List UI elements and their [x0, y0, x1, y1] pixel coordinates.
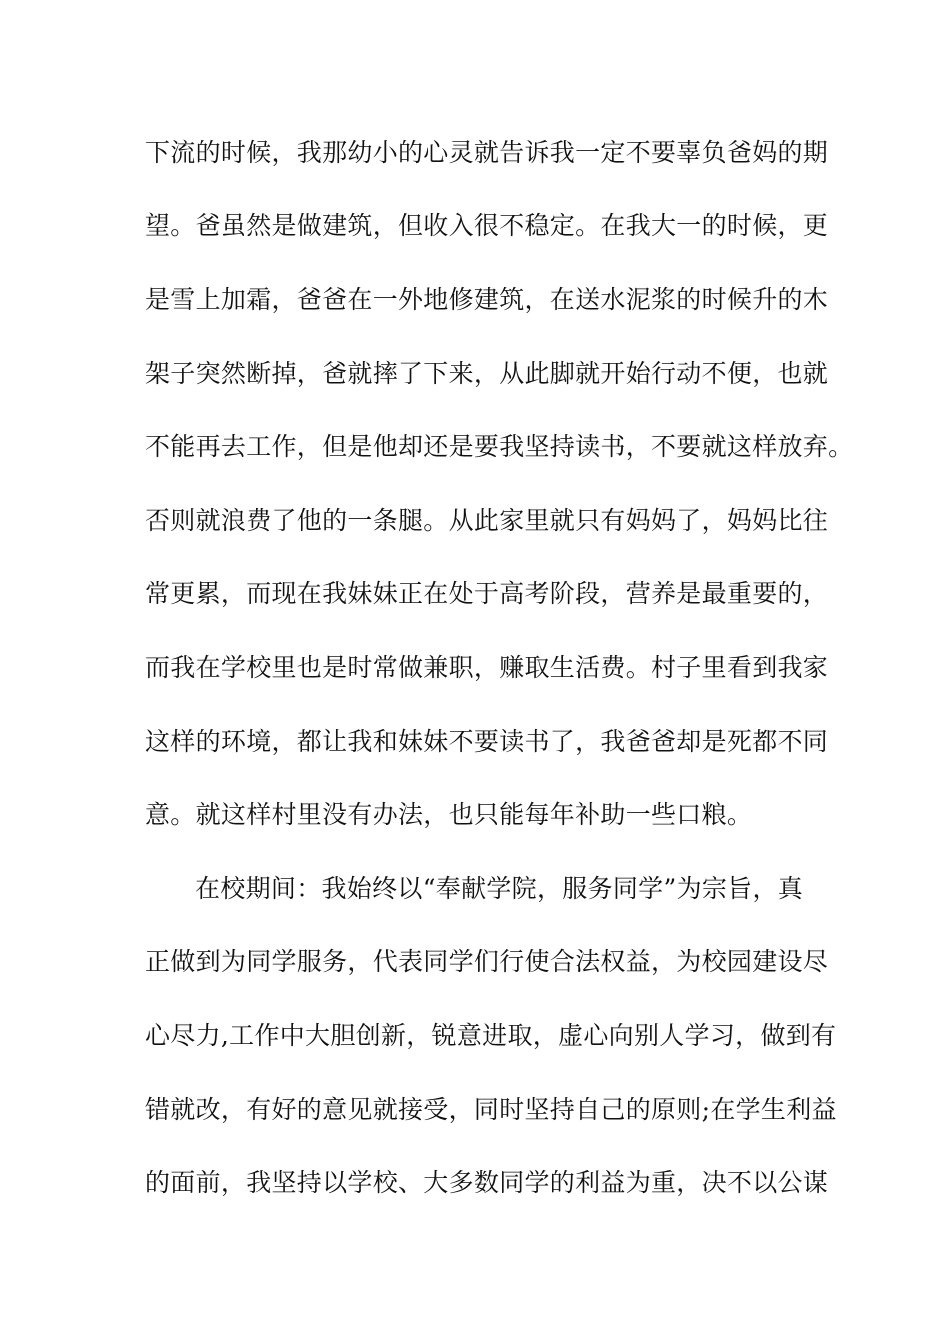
text-line: 否则就浪费了他的一条腿。从此家里就只有妈妈了，妈妈比往	[145, 506, 829, 535]
text-line: 这样的环境，都让我和妹妹不要读书了，我爸爸却是死都不同	[145, 727, 829, 756]
text-line: 错就改，有好的意见就接受，同时坚持自己的原则;在学生利益	[145, 1095, 837, 1124]
text-line: 意。就这样村里没有办法，也只能每年补助一些口粮。	[145, 800, 753, 829]
text-line: 的面前，我坚持以学校、大多数同学的利益为重，决不以公谋	[145, 1168, 829, 1197]
text-line: 是雪上加霜，爸爸在一外地修建筑，在送水泥浆的时候升的木	[145, 285, 829, 314]
text-line: 而我在学校里也是时常做兼职，赚取生活费。村子里看到我家	[145, 653, 829, 682]
text-line: 下流的时候，我那幼小的心灵就告诉我一定不要辜负爸妈的期	[145, 138, 829, 167]
text-line: 架子突然断掉，爸就摔了下来，从此脚就开始行动不便，也就	[145, 359, 829, 388]
text-line: 心尽力,工作中大胆创新，锐意进取，虚心向别人学习，做到有	[145, 1021, 837, 1050]
text-line: 望。爸虽然是做建筑，但收入很不稳定。在我大一的时候，更	[145, 211, 829, 240]
text-line: 不能再去工作，但是他却还是要我坚持读书，不要就这样放弃。	[145, 432, 854, 461]
text-line: 常更累，而现在我妹妹正在处于高考阶段，营养是最重要的，	[145, 579, 829, 608]
text-line: 正做到为同学服务，代表同学们行使合法权益，为校园建设尽	[145, 947, 829, 976]
paragraph-first-line: 在校期间：我始终以“奉献学院，服务同学”为宗旨，真	[195, 874, 804, 903]
